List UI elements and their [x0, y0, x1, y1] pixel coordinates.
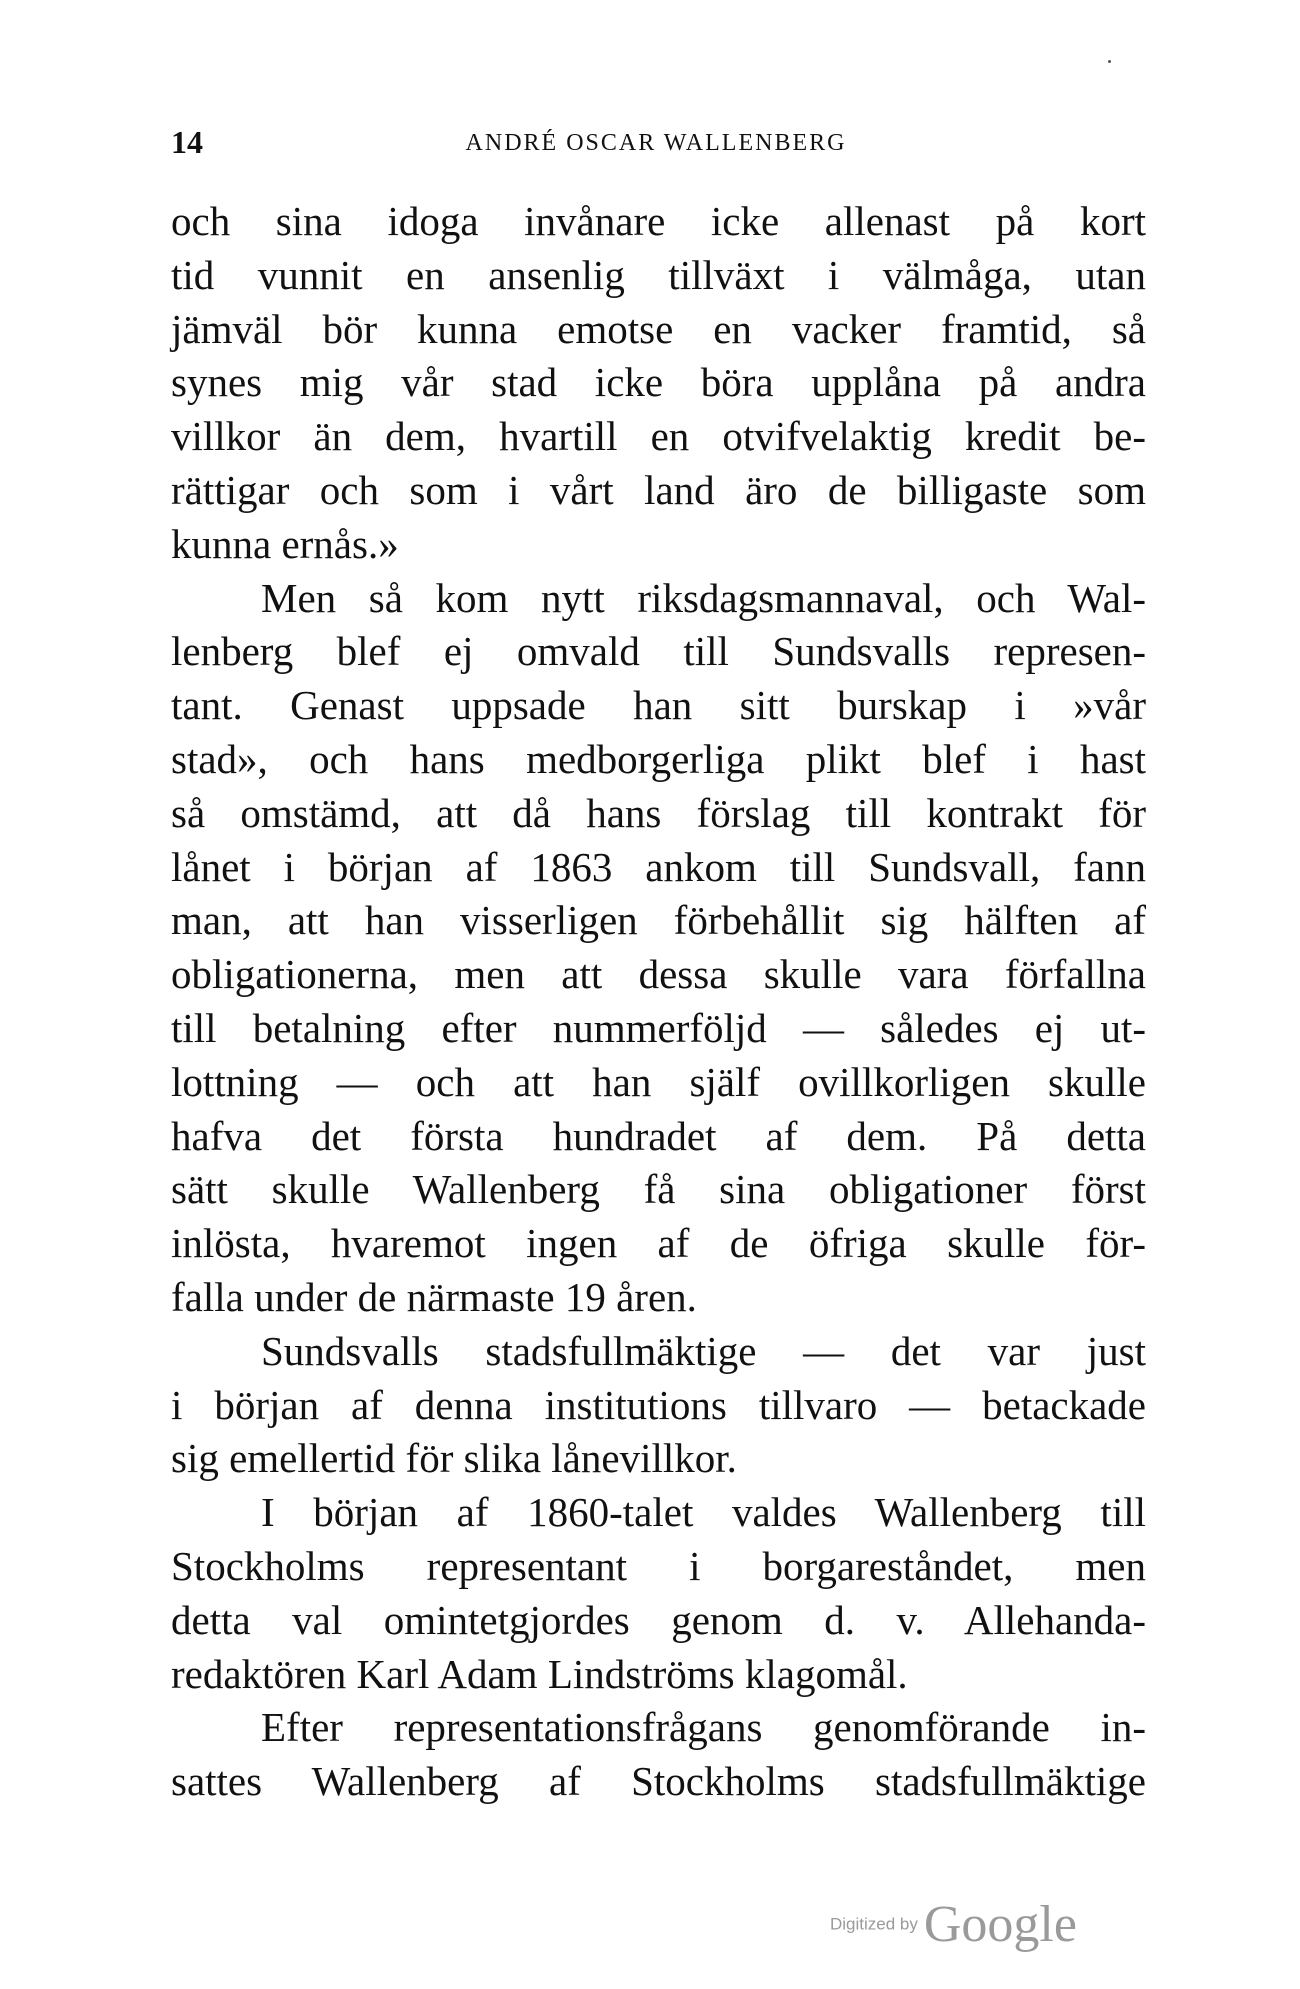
text-line: synes mig vår stad icke böra upplåna på andra	[171, 359, 1146, 406]
text-line: jämväl bör kunna emotse en vacker framtid, så	[171, 305, 1146, 352]
text-line: till betalning efter nummerföljd — således ej ut-	[171, 1004, 1146, 1051]
body-text	[171, 195, 1146, 1809]
text-line: tid vunnit en ansenlig tillväxt i välmåga, utan	[171, 251, 1146, 298]
text-line: och sina idoga invånare icke allenast på kort	[171, 198, 1146, 244]
page-header	[171, 124, 1141, 174]
text-line: lottning — och att han själf ovillkorligen skulle	[171, 1058, 1146, 1105]
text-line: så omstämd, att då hans förslag till kontrakt för	[171, 789, 1146, 836]
text-line: hafva det första hundradet af dem. På detta	[171, 1112, 1146, 1159]
text-line: sätt skulle Wallenberg få sina obligationer först	[171, 1166, 1146, 1213]
text-line: stad», och hans medborgerliga plikt blef i hast	[171, 735, 1146, 782]
digitized-prefix: Digitized by	[830, 1914, 918, 1934]
text-line: Stockholms representant i borgareståndet, men	[171, 1542, 1146, 1589]
stray-ink-mark	[1108, 60, 1111, 63]
text-line: inlösta, hvaremot ingen af de öfriga skulle för-	[171, 1220, 1146, 1267]
digitized-brand: Google	[923, 1896, 1077, 1953]
text-line: sattes Wallenberg af Stockholms stadsfullmäktige	[171, 1758, 1146, 1805]
page-number: 14	[171, 124, 203, 160]
digitized-watermark	[830, 1895, 1077, 1954]
text-line: sig emellertid för slika lånevillkor.	[171, 1435, 737, 1482]
text-line: Men så kom nytt riksdagsmannaval, och Wal-	[261, 574, 1146, 621]
text-line: detta val omintetgjordes genom d. v. Allehanda-	[171, 1596, 1146, 1643]
text-line: Efter representationsfrågans genomförande in-	[261, 1704, 1146, 1751]
text-line: rättigar och som i vårt land äro de billigaste som	[171, 466, 1146, 513]
text-line: Sundsvalls stadsfullmäktige — det var just	[261, 1327, 1146, 1374]
text-line: redaktören Karl Adam Lindströms klagomål.	[171, 1650, 908, 1697]
text-line: obligationerna, men att dessa skulle vara förfallna	[171, 951, 1146, 998]
text-line: lenberg blef ej omvald till Sundsvalls represen-	[171, 628, 1146, 675]
text-line: I början af 1860-talet valdes Wallenberg till	[261, 1489, 1146, 1536]
text-line: man, att han visserligen förbehållit sig hälften af	[171, 897, 1146, 944]
text-line: villkor än dem, hvartill en otvifvelaktig kredit be-	[171, 413, 1146, 460]
text-line: tant. Genast uppsade han sitt burskap i »vår	[171, 682, 1146, 729]
running-head: ANDRÉ OSCAR WALLENBERG	[465, 130, 847, 156]
text-line: lånet i början af 1863 ankom till Sundsvall, fann	[171, 843, 1146, 890]
text-line: i början af denna institutions tillvaro — betackade	[171, 1381, 1146, 1428]
text-line: kunna ernås.»	[171, 520, 399, 567]
text-line: falla under de närmaste 19 åren.	[171, 1273, 697, 1320]
